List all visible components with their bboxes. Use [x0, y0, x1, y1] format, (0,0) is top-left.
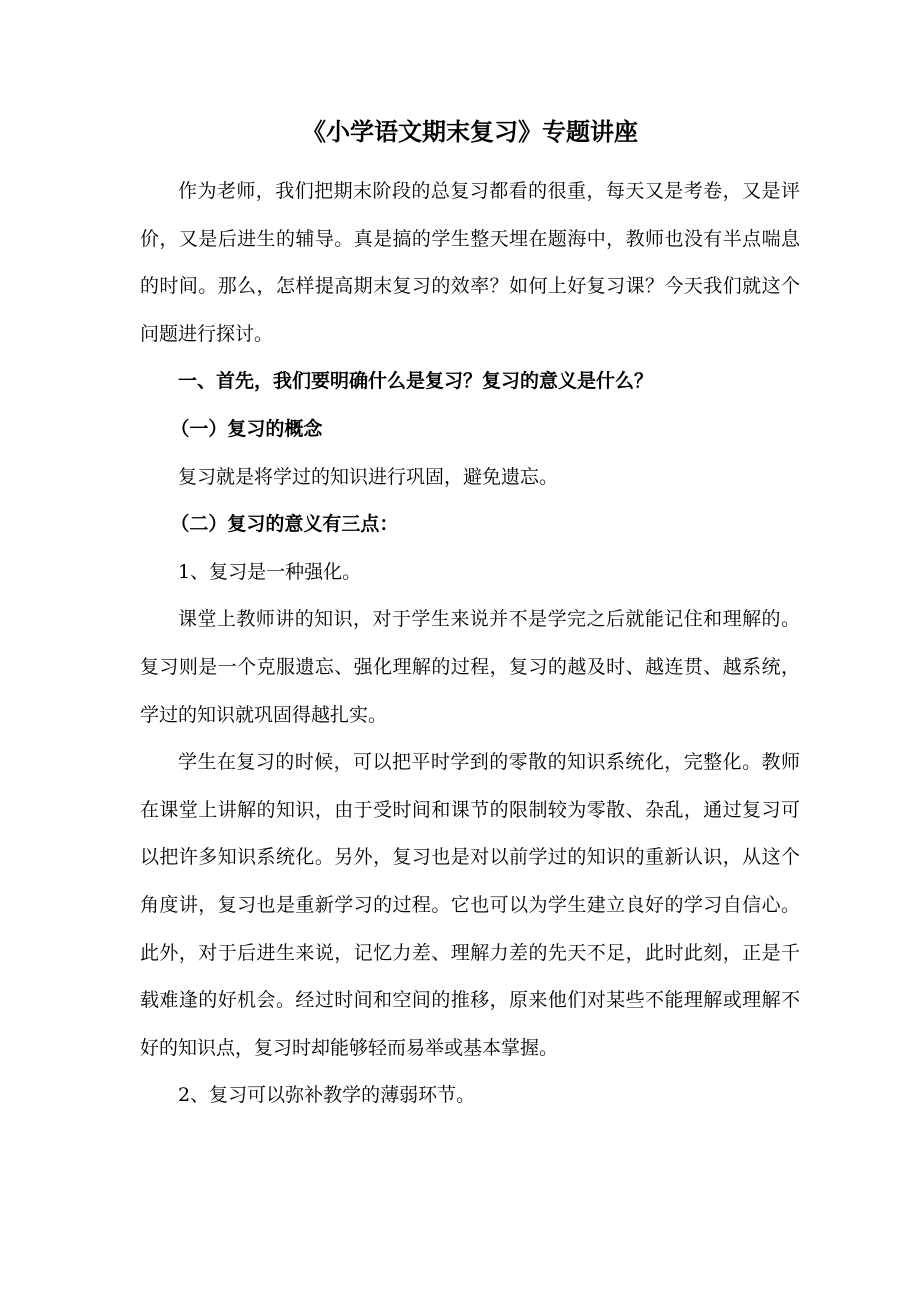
document-body [140, 112, 800, 1120]
concept-paragraph: 复习就是将学过的知识进行巩固，避免遗忘。 [178, 465, 559, 488]
intro-paragraph: 作为老师，我们把期末阶段的总复习都看的很重，每天又是考卷，又是评价，又是后进生的辅导。真是搞的学生整天埋在题海中，教师也没有半点喘息的时间。那么，怎样提高期末复习的效率？如何上好复习课？今天我们就这个问题进行探讨。 [140, 180, 800, 345]
section-heading-1: 一、首先，我们要明确什么是复习？复习的意义是什么？ [178, 370, 654, 393]
subsection-heading-significance: （二）复习的意义有三点： [170, 513, 399, 536]
subsection-heading-concept: （一）复习的概念 [170, 417, 323, 440]
point-1-paragraph: 课堂上教师讲的知识，对于学生来说并不是学完之后就能记住和理解的。复习则是一个克服遗忘、强化理解的过程，复习的越及时、越连贯、越系统，学过的知识就巩固得越扎实。 [140, 608, 800, 726]
point-1-paragraph-2: 学生在复习的时候，可以把平时学到的零散的知识系统化，完整化。教师在课堂上讲解的知识，由于受时间和课节的限制较为零散、杂乱，通过复习可以把许多知识系统化。另外，复习也是对以前学过的知识的重新认识，从这个角度讲，复习也是重新学习的过程。它也可以为学生建立良好的学习自信心。此外，对于后进生来说，记忆力差、理解力差的先天不足，此时此刻，正是千载难逢的好机会。经过时间和空间的推移，原来他们对某些不能理解或理解不好的知识点，复习时却能够轻而易举或基本掌握。 [140, 751, 800, 1059]
point-2-heading: 2、复习可以弥补教学的薄弱环节。 [178, 1084, 476, 1107]
point-1-heading: 1、复习是一种强化。 [178, 560, 362, 583]
document-title: 《小学语文期末复习》专题讲座 [302, 118, 638, 146]
